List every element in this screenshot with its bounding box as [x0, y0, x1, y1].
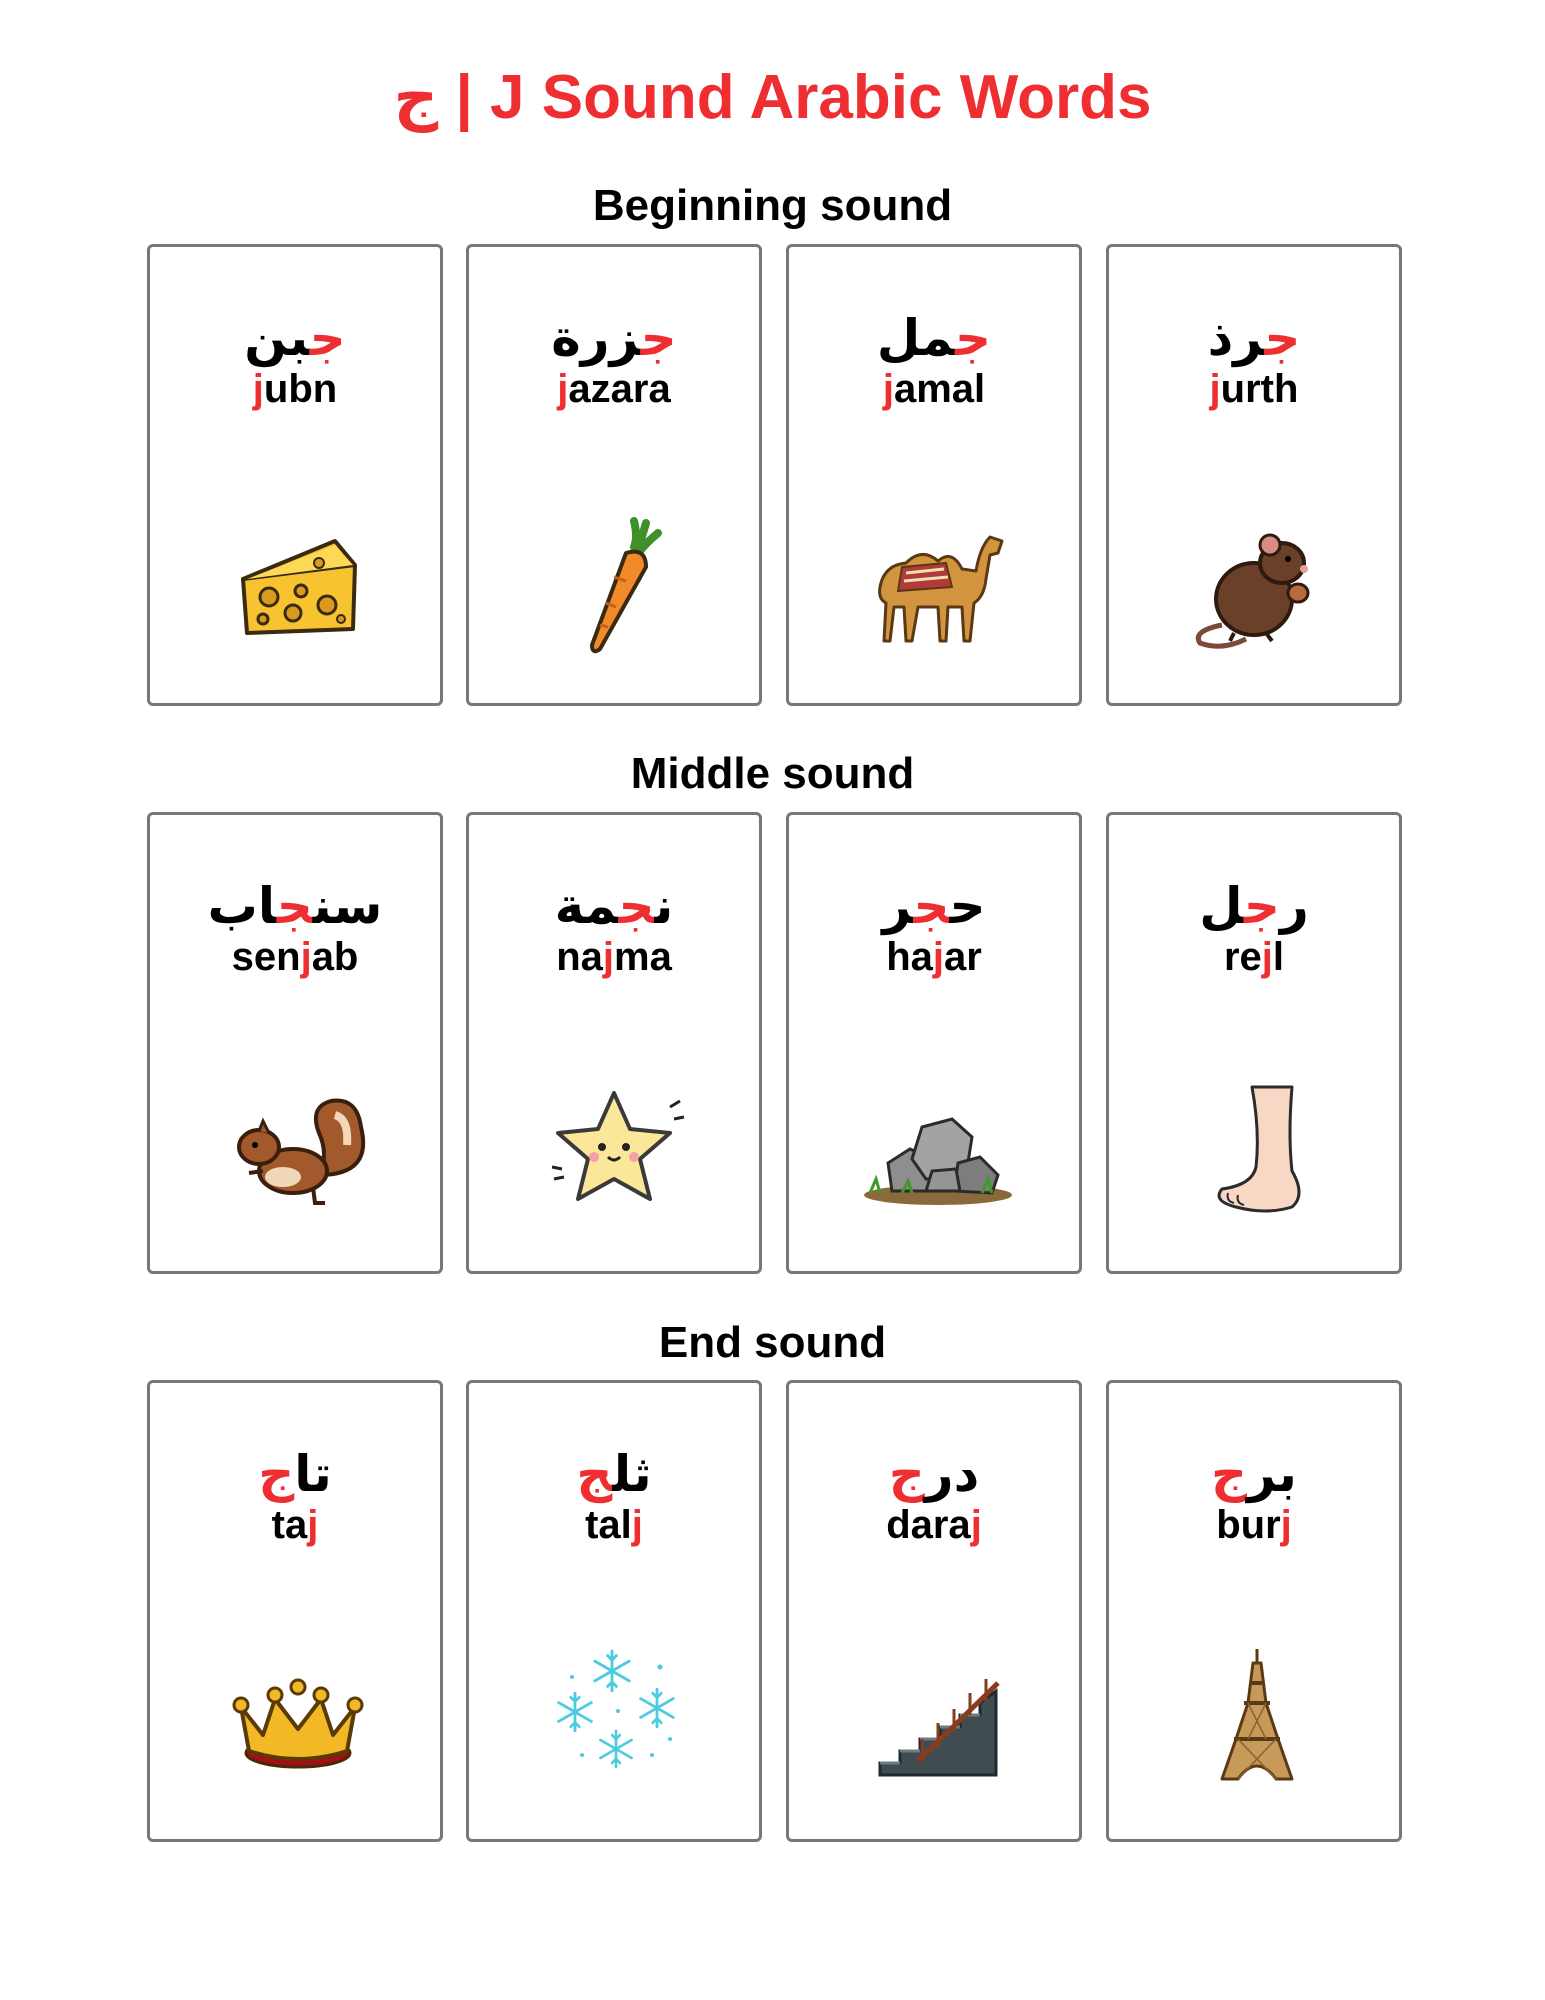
arabic-word	[1109, 875, 1399, 937]
transliteration	[1109, 1501, 1399, 1549]
rocks-icon	[862, 1075, 1012, 1225]
arabic-part: تا	[294, 1445, 332, 1503]
translit-part: ha	[886, 935, 933, 979]
carrot-icon	[542, 507, 692, 657]
arabic-word	[469, 307, 759, 369]
transliteration	[1109, 933, 1399, 981]
arabic-highlight: ج	[618, 877, 655, 935]
arabic-part: زرة	[551, 309, 641, 367]
word-card	[466, 812, 762, 1274]
word-card	[1106, 812, 1402, 1274]
word-card	[786, 1380, 1082, 1842]
tower-icon	[1182, 1643, 1332, 1793]
arabic-word	[150, 307, 440, 369]
translit-highlight: j	[970, 1503, 982, 1547]
arabic-highlight: ج	[1243, 877, 1280, 935]
translit-part: ab	[311, 935, 359, 979]
translit-part: tal	[585, 1503, 632, 1547]
word-card	[466, 1380, 762, 1842]
word-card	[147, 812, 443, 1274]
cheese-icon	[223, 507, 373, 657]
word-card	[147, 244, 443, 706]
arabic-word	[1109, 1443, 1399, 1505]
arabic-word	[789, 307, 1079, 369]
stairs-icon	[862, 1643, 1012, 1793]
translit-part: ar	[944, 935, 982, 979]
translit-highlight: j	[307, 1503, 319, 1547]
arabic-word	[469, 875, 759, 937]
section-heading: Beginning sound	[592, 181, 953, 230]
translit-highlight: j	[602, 935, 614, 979]
arabic-highlight: ج	[1264, 309, 1301, 367]
arabic-highlight: ج	[276, 877, 313, 935]
translit-part: re	[1223, 935, 1262, 979]
transliteration	[789, 1501, 1079, 1549]
arabic-part: مة	[554, 877, 619, 935]
arabic-word	[789, 875, 1079, 937]
translit-highlight: j	[300, 935, 312, 979]
arabic-part: بن	[244, 309, 310, 367]
translit-part: ma	[614, 935, 672, 979]
transliteration	[469, 1501, 759, 1549]
transliteration	[469, 933, 759, 981]
translit-highlight: j	[557, 367, 569, 411]
arabic-part: ح	[949, 877, 986, 935]
translit-part: ubn	[263, 367, 338, 411]
translit-part: l	[1272, 935, 1285, 979]
arabic-highlight: ج	[576, 1445, 613, 1503]
translit-highlight: j	[1261, 935, 1273, 979]
arabic-part: رذ	[1207, 309, 1265, 367]
arabic-part: ر	[882, 877, 914, 935]
transliteration	[150, 365, 440, 413]
translit-part: na	[556, 935, 603, 979]
transliteration	[469, 365, 759, 413]
transliteration	[150, 1501, 440, 1549]
arabic-part: در	[924, 1445, 980, 1503]
arabic-word	[150, 1443, 440, 1505]
transliteration	[150, 933, 440, 981]
arabic-highlight: ج	[955, 309, 992, 367]
word-card	[466, 244, 762, 706]
arabic-highlight: ج	[888, 1445, 925, 1503]
camel-icon	[862, 507, 1012, 657]
translit-part: bur	[1216, 1503, 1281, 1547]
translit-part: dara	[886, 1503, 971, 1547]
arabic-part: سن	[312, 877, 383, 935]
arabic-word	[1109, 307, 1399, 369]
arabic-word	[150, 875, 440, 937]
rat-icon	[1182, 507, 1332, 657]
arabic-highlight: ج	[309, 309, 346, 367]
title-separator: |	[438, 63, 491, 132]
translit-highlight: j	[252, 367, 264, 411]
title-text: J Sound Arabic Words	[490, 63, 1152, 132]
arabic-word	[469, 1443, 759, 1505]
foot-icon	[1182, 1075, 1332, 1225]
translit-highlight: j	[1280, 1503, 1292, 1547]
arabic-part: اب	[207, 877, 277, 935]
squirrel-icon	[223, 1075, 373, 1225]
arabic-part: ل	[1199, 877, 1244, 935]
translit-part: azara	[568, 367, 671, 411]
arabic-part: مل	[876, 309, 956, 367]
translit-highlight: j	[882, 367, 894, 411]
section-heading: End sound	[658, 1318, 887, 1367]
word-card	[1106, 1380, 1402, 1842]
translit-part: amal	[893, 367, 986, 411]
crown-icon	[223, 1643, 373, 1793]
arabic-part: ن	[654, 877, 674, 935]
arabic-word	[789, 1443, 1079, 1505]
transliteration	[789, 933, 1079, 981]
section-heading: Middle sound	[630, 749, 915, 798]
snowflakes-icon	[542, 1643, 692, 1793]
word-card	[147, 1380, 443, 1842]
translit-highlight: j	[932, 935, 944, 979]
title-arabic-letter: ج	[393, 60, 439, 133]
arabic-highlight: ج	[258, 1445, 295, 1503]
arabic-highlight: ج	[640, 309, 677, 367]
arabic-part: بر	[1247, 1445, 1297, 1503]
arabic-highlight: ج	[1211, 1445, 1248, 1503]
translit-highlight: j	[631, 1503, 643, 1547]
translit-part: ta	[271, 1503, 308, 1547]
transliteration	[1109, 365, 1399, 413]
transliteration	[789, 365, 1079, 413]
page-title	[0, 52, 1545, 142]
translit-part: urth	[1220, 367, 1299, 411]
arabic-part: ثل	[612, 1445, 652, 1503]
arabic-highlight: ج	[913, 877, 950, 935]
word-card	[786, 812, 1082, 1274]
arabic-part: ر	[1279, 877, 1309, 935]
word-card	[786, 244, 1082, 706]
star-icon	[542, 1075, 692, 1225]
translit-highlight: j	[1209, 367, 1221, 411]
translit-part: sen	[231, 935, 301, 979]
word-card	[1106, 244, 1402, 706]
